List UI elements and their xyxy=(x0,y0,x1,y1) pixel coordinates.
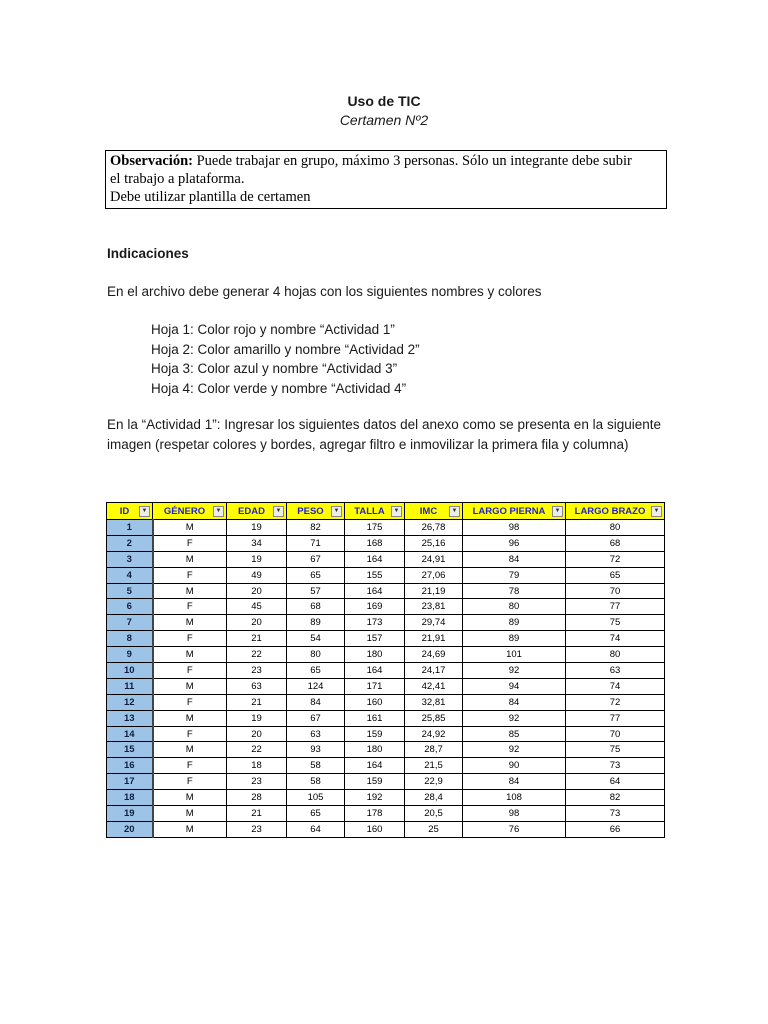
table-row xyxy=(107,647,665,663)
table-cell: 77 xyxy=(566,599,665,615)
table-cell: 22 xyxy=(227,647,287,663)
table-cell: M xyxy=(153,742,227,758)
table-cell: 70 xyxy=(566,583,665,599)
id-cell: 4 xyxy=(107,567,153,583)
table-cell: 192 xyxy=(345,790,405,806)
table-cell: 23 xyxy=(227,774,287,790)
indications-heading: Indicaciones xyxy=(107,246,189,261)
table-cell: 80 xyxy=(287,647,345,663)
table-cell: 64 xyxy=(566,774,665,790)
table-cell: 29,74 xyxy=(405,615,463,631)
table-cell: 49 xyxy=(227,567,287,583)
column-header xyxy=(153,503,227,520)
table-cell: 164 xyxy=(345,583,405,599)
table-cell: 58 xyxy=(287,758,345,774)
table-cell: 89 xyxy=(287,615,345,631)
table-row xyxy=(107,583,665,599)
column-header-label: IMC xyxy=(419,505,438,517)
table-cell: 80 xyxy=(463,599,566,615)
table-row xyxy=(107,726,665,742)
table-row xyxy=(107,567,665,583)
table-cell: 42,41 xyxy=(405,678,463,694)
column-header-label: GÉNERO xyxy=(163,505,206,517)
table-cell: 25,85 xyxy=(405,710,463,726)
id-cell: 9 xyxy=(107,647,153,663)
filter-dropdown-icon[interactable]: ▼ xyxy=(449,506,460,517)
table-row xyxy=(107,678,665,694)
table-cell: 178 xyxy=(345,806,405,822)
table-cell: 24,69 xyxy=(405,647,463,663)
table-row xyxy=(107,631,665,647)
id-cell: 11 xyxy=(107,678,153,694)
table-cell: 66 xyxy=(566,821,665,837)
table-cell: 155 xyxy=(345,567,405,583)
table-cell: 20 xyxy=(227,583,287,599)
column-header xyxy=(107,503,153,520)
table-cell: 157 xyxy=(345,631,405,647)
table-body xyxy=(107,520,665,838)
table-cell: 84 xyxy=(287,694,345,710)
table-cell: 175 xyxy=(345,520,405,536)
table-cell: 54 xyxy=(287,631,345,647)
table-cell: 74 xyxy=(566,631,665,647)
table-cell: 84 xyxy=(463,551,566,567)
column-header xyxy=(405,503,463,520)
column-header-label: EDAD xyxy=(238,505,265,517)
observation-text: Puede trabajar en grupo, máximo 3 personas. Sólo un integrante debe subir xyxy=(192,153,632,169)
table-cell: 22,9 xyxy=(405,774,463,790)
filter-dropdown-icon[interactable]: ▼ xyxy=(651,506,662,517)
id-cell: 13 xyxy=(107,710,153,726)
table-cell: 26,78 xyxy=(405,520,463,536)
table-cell: F xyxy=(153,758,227,774)
table-cell: F xyxy=(153,631,227,647)
table-row xyxy=(107,790,665,806)
table-cell: F xyxy=(153,774,227,790)
observation-box xyxy=(105,150,667,209)
column-header-label: PESO xyxy=(297,505,324,517)
filter-dropdown-icon[interactable]: ▼ xyxy=(552,506,563,517)
table-cell: 21 xyxy=(227,694,287,710)
table-row xyxy=(107,551,665,567)
table-cell: 82 xyxy=(566,790,665,806)
table-row xyxy=(107,520,665,536)
table-cell: 75 xyxy=(566,742,665,758)
table-cell: 67 xyxy=(287,551,345,567)
document-subtitle: Certamen Nº2 xyxy=(339,112,429,128)
observation-line-2: el trabajo a plataforma. xyxy=(110,171,245,187)
id-cell: 5 xyxy=(107,583,153,599)
id-cell: 6 xyxy=(107,599,153,615)
table-cell: 21,5 xyxy=(405,758,463,774)
table-cell: 90 xyxy=(463,758,566,774)
table-cell: 92 xyxy=(463,710,566,726)
table-cell: 34 xyxy=(227,535,287,551)
filter-dropdown-icon[interactable]: ▼ xyxy=(139,506,150,517)
column-header-label: LARGO PIERNA xyxy=(472,505,546,517)
table-cell: M xyxy=(153,583,227,599)
id-cell: 15 xyxy=(107,742,153,758)
id-cell: 2 xyxy=(107,535,153,551)
table-cell: 23 xyxy=(227,821,287,837)
table-cell: 159 xyxy=(345,774,405,790)
column-header xyxy=(287,503,345,520)
table-row xyxy=(107,535,665,551)
table-cell: 124 xyxy=(287,678,345,694)
table-cell: F xyxy=(153,567,227,583)
table-cell: 160 xyxy=(345,694,405,710)
table-cell: 80 xyxy=(566,520,665,536)
document-title: Uso de TIC xyxy=(347,93,421,109)
id-cell: 3 xyxy=(107,551,153,567)
table-cell: 92 xyxy=(463,663,566,679)
observation-label: Observación: xyxy=(110,153,193,169)
table-cell: 18 xyxy=(227,758,287,774)
table-cell: 105 xyxy=(287,790,345,806)
table-cell: 45 xyxy=(227,599,287,615)
table-cell: 164 xyxy=(345,663,405,679)
table-row xyxy=(107,694,665,710)
table-row xyxy=(107,806,665,822)
table-cell: 168 xyxy=(345,535,405,551)
table-cell: 25 xyxy=(405,821,463,837)
table-cell: 24,91 xyxy=(405,551,463,567)
id-cell: 18 xyxy=(107,790,153,806)
sheet-item: Hoja 3: Color azul y nombre “Actividad 3” xyxy=(151,361,398,376)
table-cell: 75 xyxy=(566,615,665,631)
table-cell: 108 xyxy=(463,790,566,806)
table-cell: 173 xyxy=(345,615,405,631)
table-cell: 89 xyxy=(463,615,566,631)
table-cell: 98 xyxy=(463,520,566,536)
table-cell: M xyxy=(153,520,227,536)
table-cell: 70 xyxy=(566,726,665,742)
table-cell: 101 xyxy=(463,647,566,663)
table-cell: F xyxy=(153,663,227,679)
table-cell: F xyxy=(153,694,227,710)
table-row xyxy=(107,742,665,758)
table-cell: 96 xyxy=(463,535,566,551)
table-cell: 68 xyxy=(287,599,345,615)
table-row xyxy=(107,758,665,774)
table-cell: 19 xyxy=(227,710,287,726)
sheet-list xyxy=(151,320,420,398)
table-row xyxy=(107,599,665,615)
id-cell: 10 xyxy=(107,663,153,679)
table-cell: 180 xyxy=(345,742,405,758)
table-cell: 164 xyxy=(345,551,405,567)
column-header xyxy=(345,503,405,520)
table-cell: 159 xyxy=(345,726,405,742)
id-cell: 14 xyxy=(107,726,153,742)
table-cell: 92 xyxy=(463,742,566,758)
table-cell: 64 xyxy=(287,821,345,837)
table-cell: 28 xyxy=(227,790,287,806)
id-cell: 17 xyxy=(107,774,153,790)
table-cell: 20,5 xyxy=(405,806,463,822)
table-cell: M xyxy=(153,821,227,837)
table-cell: M xyxy=(153,790,227,806)
table-cell: 68 xyxy=(566,535,665,551)
column-header-label: TALLA xyxy=(354,505,385,517)
column-header-label: ID xyxy=(119,505,130,517)
id-cell: 7 xyxy=(107,615,153,631)
id-cell: 20 xyxy=(107,821,153,837)
sheet-item: Hoja 1: Color rojo y nombre “Actividad 1” xyxy=(151,322,395,337)
table-cell: 72 xyxy=(566,551,665,567)
table-cell: 74 xyxy=(566,678,665,694)
table-cell: 67 xyxy=(287,710,345,726)
table-row xyxy=(107,710,665,726)
table-cell: 24,92 xyxy=(405,726,463,742)
table-cell: 25,16 xyxy=(405,535,463,551)
table-cell: 73 xyxy=(566,758,665,774)
table-cell: 82 xyxy=(287,520,345,536)
column-header xyxy=(227,503,287,520)
table-cell: F xyxy=(153,599,227,615)
table-cell: 32,81 xyxy=(405,694,463,710)
table-cell: 85 xyxy=(463,726,566,742)
table-cell: 77 xyxy=(566,710,665,726)
id-cell: 1 xyxy=(107,520,153,536)
table-cell: 84 xyxy=(463,694,566,710)
table-cell: 78 xyxy=(463,583,566,599)
table-cell: M xyxy=(153,551,227,567)
column-header xyxy=(463,503,566,520)
table-row xyxy=(107,615,665,631)
table-cell: 164 xyxy=(345,758,405,774)
header-row xyxy=(107,503,665,520)
table-cell: 21,19 xyxy=(405,583,463,599)
table-cell: 180 xyxy=(345,647,405,663)
intro-paragraph: En el archivo debe generar 4 hojas con los siguientes nombres y colores xyxy=(107,284,542,299)
table-cell: 171 xyxy=(345,678,405,694)
table-cell: 20 xyxy=(227,726,287,742)
id-cell: 8 xyxy=(107,631,153,647)
table-cell: 169 xyxy=(345,599,405,615)
filter-dropdown-icon[interactable]: ▼ xyxy=(213,506,224,517)
table-cell: 160 xyxy=(345,821,405,837)
table-cell: M xyxy=(153,710,227,726)
table-cell: 27,06 xyxy=(405,567,463,583)
table-cell: 93 xyxy=(287,742,345,758)
id-cell: 16 xyxy=(107,758,153,774)
table-row xyxy=(107,663,665,679)
table-cell: 79 xyxy=(463,567,566,583)
table-cell: 65 xyxy=(287,663,345,679)
table-cell: M xyxy=(153,678,227,694)
table-cell: 57 xyxy=(287,583,345,599)
table-cell: 89 xyxy=(463,631,566,647)
observation-line-3: Debe utilizar plantilla de certamen xyxy=(110,189,311,205)
table-cell: 98 xyxy=(463,806,566,822)
table-row xyxy=(107,774,665,790)
table-cell: 28,7 xyxy=(405,742,463,758)
table-cell: M xyxy=(153,615,227,631)
table-cell: 23,81 xyxy=(405,599,463,615)
table-cell: 21 xyxy=(227,806,287,822)
table-cell: 94 xyxy=(463,678,566,694)
table-cell: 24,17 xyxy=(405,663,463,679)
data-table xyxy=(106,502,665,838)
table-cell: 20 xyxy=(227,615,287,631)
table-cell: 21 xyxy=(227,631,287,647)
filter-dropdown-icon[interactable]: ▼ xyxy=(273,506,284,517)
table-cell: 58 xyxy=(287,774,345,790)
table-cell: F xyxy=(153,535,227,551)
table-cell: 72 xyxy=(566,694,665,710)
table-cell: 65 xyxy=(287,567,345,583)
column-header xyxy=(566,503,665,520)
table-cell: 80 xyxy=(566,647,665,663)
table-cell: F xyxy=(153,726,227,742)
table-cell: 73 xyxy=(566,806,665,822)
observation-line-1 xyxy=(110,152,662,170)
table-cell: M xyxy=(153,806,227,822)
table-cell: 65 xyxy=(566,567,665,583)
table-cell: 63 xyxy=(287,726,345,742)
id-cell: 19 xyxy=(107,806,153,822)
table-cell: 21,91 xyxy=(405,631,463,647)
table-cell: 28,4 xyxy=(405,790,463,806)
activity-paragraph: En la “Actividad 1”: Ingresar los siguientes datos del anexo como se presenta en la siguiente imagen (respetar colores y bordes, agregar filtro e inmovilizar la primera fila y columna) xyxy=(107,417,661,452)
column-header-label: LARGO BRAZO xyxy=(574,505,646,517)
sheet-item: Hoja 4: Color verde y nombre “Actividad 4” xyxy=(151,380,407,396)
filter-dropdown-icon[interactable]: ▼ xyxy=(391,506,402,517)
table-cell: 63 xyxy=(227,678,287,694)
table-cell: 63 xyxy=(566,663,665,679)
table-cell: 84 xyxy=(463,774,566,790)
sheet-item: Hoja 2: Color amarillo y nombre “Actividad 2” xyxy=(151,341,420,357)
table-cell: 22 xyxy=(227,742,287,758)
table-cell: 161 xyxy=(345,710,405,726)
table-cell: 19 xyxy=(227,551,287,567)
table-cell: 65 xyxy=(287,806,345,822)
table-cell: M xyxy=(153,647,227,663)
table-cell: 19 xyxy=(227,520,287,536)
id-cell: 12 xyxy=(107,694,153,710)
table-cell: 23 xyxy=(227,663,287,679)
table-cell: 71 xyxy=(287,535,345,551)
table-row xyxy=(107,821,665,837)
table-cell: 76 xyxy=(463,821,566,837)
filter-dropdown-icon[interactable]: ▼ xyxy=(331,506,342,517)
